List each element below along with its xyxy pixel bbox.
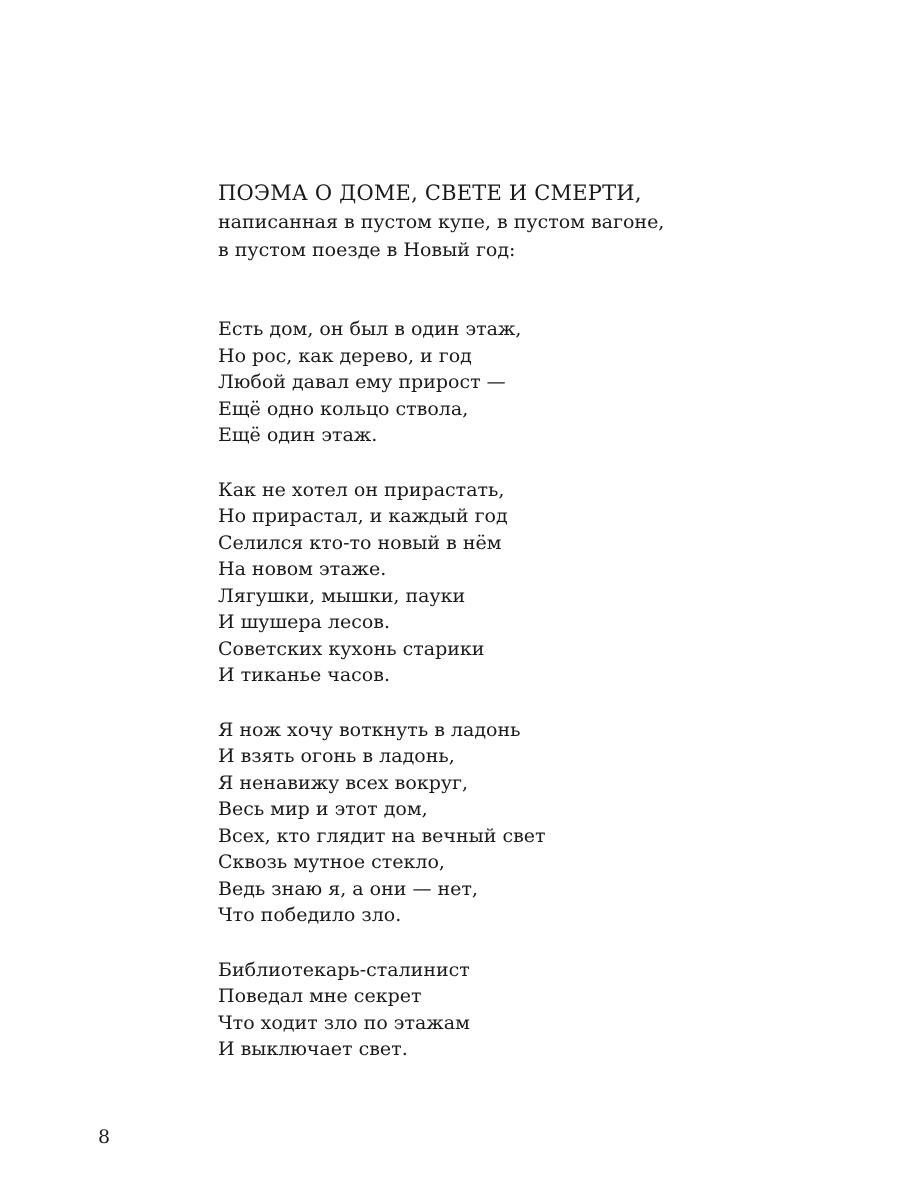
poem-line: Я нож хочу воткнуть в ладонь xyxy=(218,718,521,741)
poem-line: Как не хотел он прирастать, xyxy=(218,478,505,501)
poem-body xyxy=(218,316,858,1091)
poem-title-block xyxy=(218,178,858,264)
stanza xyxy=(218,957,858,1063)
poem-line: Ведь знаю я, а они — нет, xyxy=(218,877,478,900)
poem-line: И взять огонь в ладонь, xyxy=(218,745,455,767)
stanza xyxy=(218,717,858,929)
poem-line: Всех, кто глядит на вечный свет xyxy=(218,824,546,847)
poem-line: Лягушки, мышки, пауки xyxy=(218,584,466,607)
stanza xyxy=(218,477,858,689)
poem-line: И выключает свет. xyxy=(218,1038,408,1060)
poem-title: ПОЭМА О ДОМЕ, СВЕТЕ И СМЕРТИ, xyxy=(218,181,642,205)
poem-line: Но прирастал, и каждый год xyxy=(218,505,508,527)
poem-line: И шушера лесов. xyxy=(218,611,391,633)
poem-line: Что ходит зло по этажам xyxy=(218,1011,470,1034)
poem-line: Советских кухонь старики xyxy=(218,637,485,660)
poem-line: Я ненавижу всех вокруг, xyxy=(218,771,469,794)
poem-subtitle-line: написанная в пустом купе, в пустом вагоне, xyxy=(218,211,665,233)
poem-line: Сквозь мутное стекло, xyxy=(218,851,445,873)
poem-line: Есть дом, он был в один этаж, xyxy=(218,318,522,340)
poem-line: Что победило зло. xyxy=(218,904,402,926)
poem-line: Но рос, как дерево, и год xyxy=(218,344,472,367)
poem-line: И тиканье часов. xyxy=(218,664,390,686)
poem-line: Ещё одно кольцо ствола, xyxy=(218,397,469,420)
page-number: 8 xyxy=(98,1126,111,1148)
poem-line: Любой давал ему прирост — xyxy=(218,371,506,393)
poem-line: Библиотекарь-сталинист xyxy=(218,958,470,981)
poem-line: Весь мир и этот дом, xyxy=(218,798,428,820)
poem-line: Поведал мне секрет xyxy=(218,985,422,1007)
poem-line: Селился кто-то новый в нём xyxy=(218,531,502,554)
poem-line: Ещё один этаж. xyxy=(218,424,378,446)
poem-line: На новом этаже. xyxy=(218,558,387,580)
poem-subtitle-line: в пустом поезде в Новый год: xyxy=(218,239,516,261)
stanza xyxy=(218,316,858,449)
